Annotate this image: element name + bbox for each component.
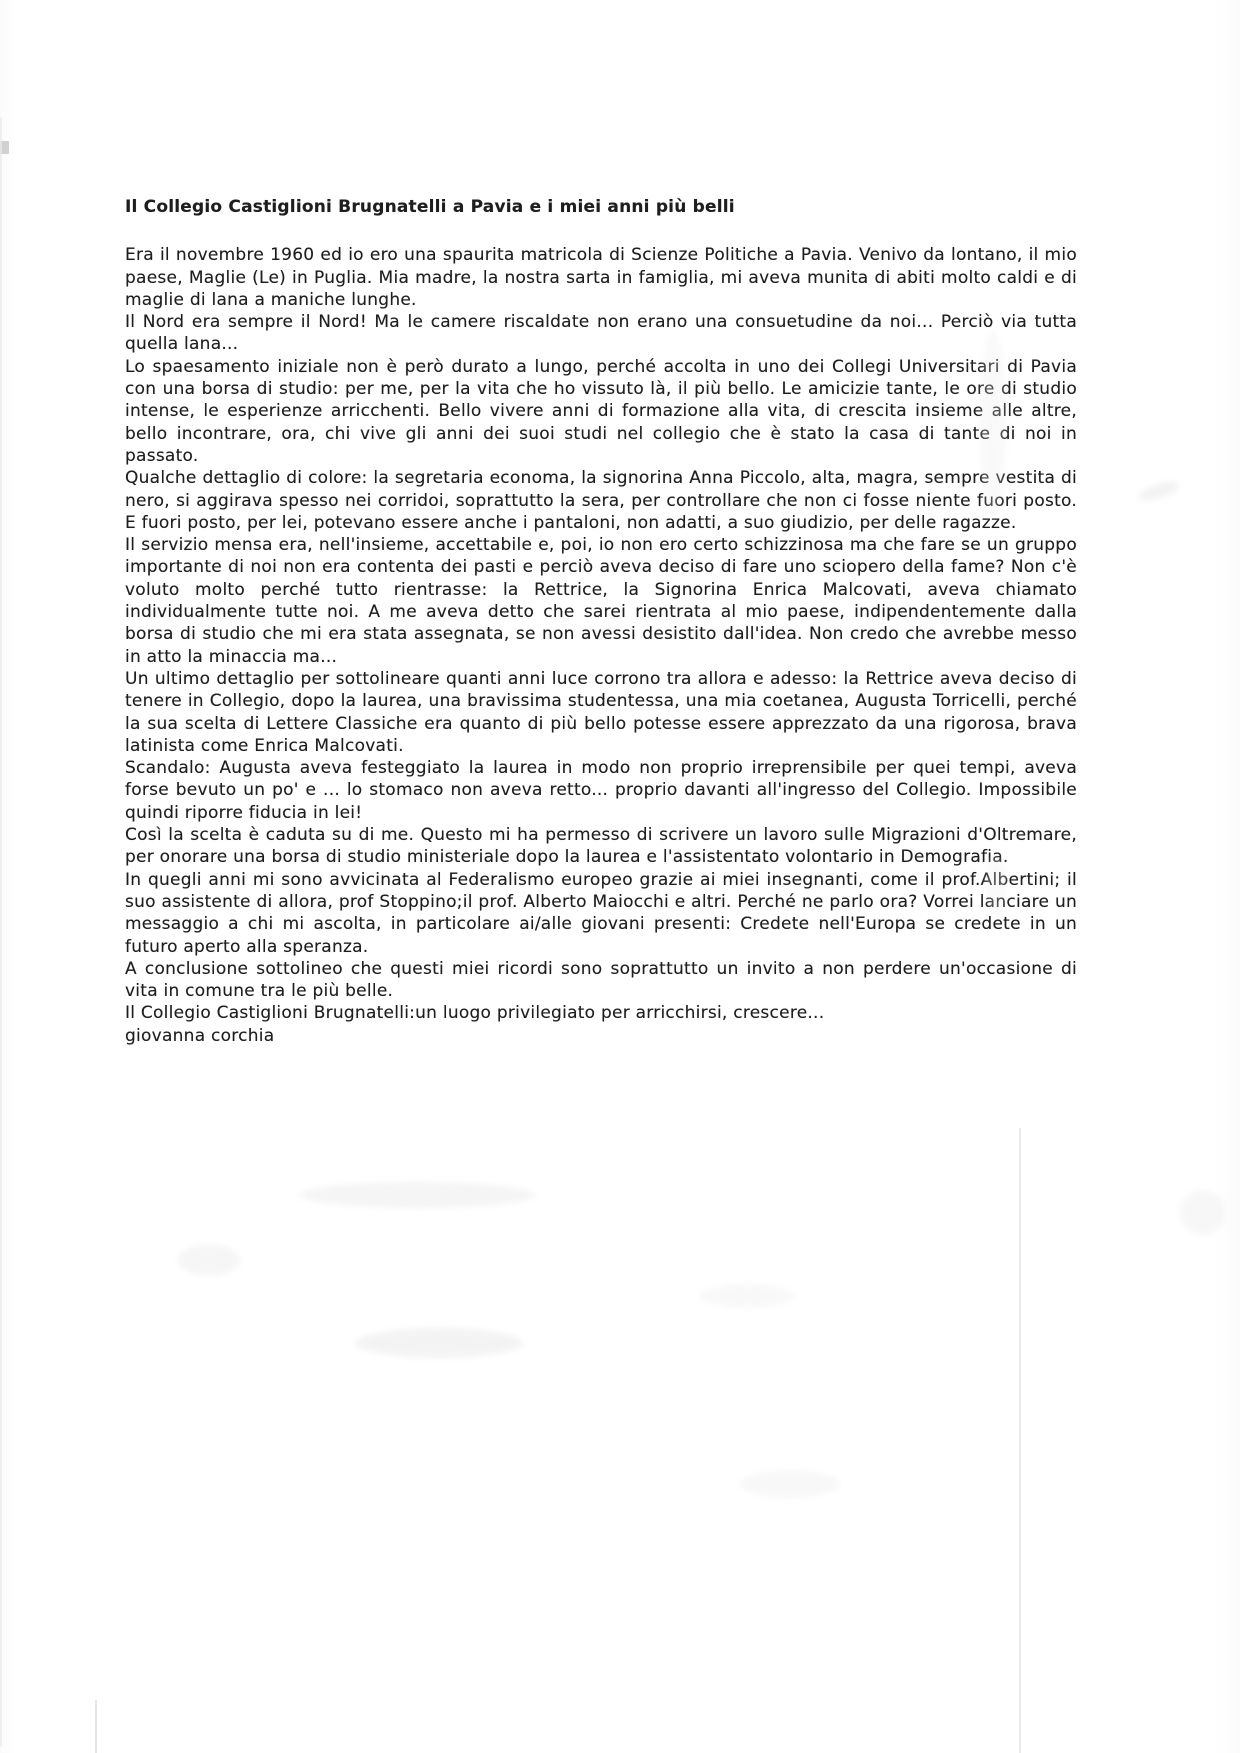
scan-artifact-bottom-left-line <box>95 1700 97 1753</box>
paragraph-conclusione: A conclusione sottolineo che questi miei ricordi sono soprattutto un invito a non perdere un'occasione di vita in comune tra le più belle. <box>125 958 1077 1002</box>
scan-artifact-ghost-text <box>355 1328 523 1358</box>
paragraph-federalismo: In quegli anni mi sono avvicinata al Federalismo europeo grazie ai miei insegnanti, come il prof.Albertini; il suo assistente di allora, prof Stoppino;il prof. Alberto Maiocchi e altri. Perché ne parlo ora? Vorrei lanciare un messaggio a chi mi ascolta, in particolare ai/alle giovani presenti: Credete nell'Europa se credete in un futuro aperto alla speranza. <box>125 869 1077 957</box>
paragraph-chiusura: Il Collegio Castiglioni Brugnatelli:un luogo privilegiato per arricchirsi, crescere... <box>125 1003 825 1024</box>
paragraph-rettrice: Un ultimo dettaglio per sottolineare quanti anni luce corrono tra allora e adesso: la Rettrice aveva deciso di tenere in Collegio, dopo la laurea, una bravissima studentessa, una mia coetanea, Augusta Torricelli, perché la sua scelta di Lettere Classiche era quanto di più bello potesse essere apprezzato da una rigorosa, brava latinista come Enrica Malcovati. <box>125 668 1077 756</box>
scan-artifact-ghost-text <box>1180 1190 1225 1235</box>
paragraph-mensa: Il servizio mensa era, nell'insieme, accettabile e, poi, io non ero certo schizzinosa ma che fare se un gruppo importante di noi non era contenta dei pasti e perciò aveva deciso di fare uno sciopero della fame? Non c'è voluto molto perché tutto rientrasse: la Rettrice, la Signorina Enrica Malcovati, aveva chiamato individualmente tutte noi. A me aveva detto che sarei rientrata al mio paese, indipendentemente dalla borsa di studio che mi era stata assegnata, se non avessi desistito dall'idea. Non credo che avrebbe messo in atto la minaccia ma... <box>125 535 1077 667</box>
scan-artifact-left-edge-mark <box>0 141 9 154</box>
paragraph-segretaria: Qualche dettaglio di colore: la segretaria economa, la signorina Anna Piccolo, alta, magra, sempre vestita di nero, si aggirava spesso nei corridoi, soprattutto la sera, per controllare che non ci fosse niente fuori posto. E fuori posto, per lei, potevano essere anche i pantaloni, non adatti, a suo giudizio, per delle ragazze. <box>125 468 1077 533</box>
signature: giovanna corchia <box>125 1025 275 1046</box>
paragraph-scelta: Così la scelta è caduta su di me. Questo mi ha permesso di scrivere un lavoro sulle Migrazioni d'Oltremare, per onorare una borsa di studio ministeriale dopo la laurea e l'assistentato volontario in Demografia. <box>125 825 1077 868</box>
scan-artifact-fold-line <box>1019 1128 1021 1753</box>
paragraph-scandalo: Scandalo: Augusta aveva festeggiato la laurea in modo non proprio irreprensibile per quei tempi, aveva forse bevuto un po' e ... lo stomaco non aveva retto... proprio davanti all'ingresso del Collegio. Impossibile quindi riporre fiducia in lei! <box>125 758 1077 823</box>
scan-artifact-ghost-text <box>740 1470 840 1498</box>
paragraph-intro: Era il novembre 1960 ed io ero una spaurita matricola di Scienze Politiche a Pavia. Venivo da lontano, il mio paese, Maglie (Le) in Puglia. Mia madre, la nostra sarta in famiglia, mi aveva munita di abiti molto caldi e di maglie di lana a maniche lunghe. <box>125 245 1077 310</box>
document-title: Il Collegio Castiglioni Brugnatelli a Pavia e i miei anni più belli <box>125 197 735 217</box>
paragraph-spaesamento: Lo spaesamento iniziale non è però durato a lungo, perché accolta in uno dei Collegi Universitari di Pavia con una borsa di studio: per me, per la vita che ho vissuto là, il più bello. Le amicizie tante, le ore di studio intense, le esperienze arricchenti. Bello vivere anni di formazione alla vita, di crescita insieme alle altre, bello incontrare, ora, chi vive gli anni dei suoi studi nel collegio che è stato la casa di tante di noi in passato. <box>125 356 1077 466</box>
document-body <box>125 196 1077 1047</box>
scan-artifact-smudge <box>1137 478 1181 504</box>
scan-artifact-ghost-text <box>178 1244 240 1276</box>
scan-artifact-ghost-text <box>300 1182 535 1208</box>
scan-artifact-left-edge-line <box>0 118 2 1746</box>
paragraph-nord: Il Nord era sempre il Nord! Ma le camere riscaldate non erano una consuetudine da noi... Perciò via tutta quella lana... <box>125 312 1077 355</box>
scan-artifact-ghost-text <box>700 1285 795 1307</box>
